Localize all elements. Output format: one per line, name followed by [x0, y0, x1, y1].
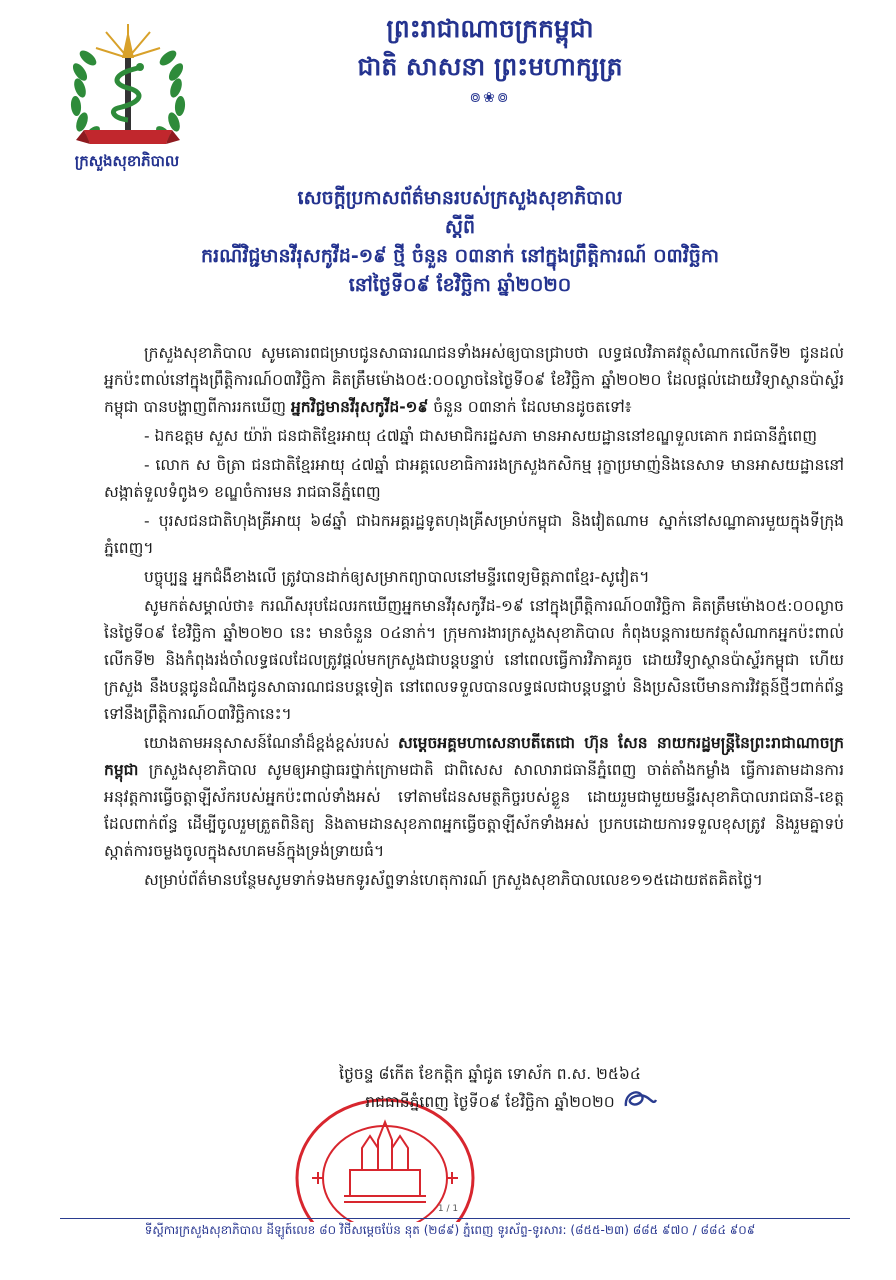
place-and-date: រាជធានីភ្នំពេញ ថ្ងៃទី០៩ ខែវិច្ឆិកា ឆ្នាំ២០២០: [365, 1093, 615, 1111]
paragraph-5: សម្រាប់ព័ត៌មានបន្ថែមសូមទាក់ទងមកទូរស័ព្ទទាន់ហេតុការណ៍ ក្រសួងសុខាភិបាលលេខ១១៥ដោយឥតគិតថ្លៃ។: [144, 871, 763, 889]
kingdom-heading: ព្រះរាជាណាចក្រកម្ពុជា: [386, 14, 594, 43]
announcement-title: [100, 184, 820, 300]
paragraph-2: បច្ចុប្បន្ន អ្នកជំងឺខាងលើ ត្រូវបានដាក់ឲ្យសម្រាកព្យាបាលនៅមន្ទីរពេទ្យមិត្តភាពខ្មែរ-សូវៀត។: [144, 568, 650, 586]
lunar-date: ថ្ងៃចន្ទ ៨កើត ខែកត្តិក ឆ្នាំជូត ទោស័ក ព.ស. ២៥៦៤: [339, 1065, 641, 1083]
title-line-3: ករណីវិជ្ជមានវីរុសកូវីដ-១៩ ថ្មី ចំនួន ០៣នាក់ នៅក្នុងព្រឹត្តិការណ៍ ០៣វិច្ឆិកា: [201, 245, 719, 267]
list-item: - ឯកឧត្តម សួស យ៉ារ៉ា ជនជាតិខ្មែរអាយុ ៤៧ឆ្នាំ ជាសមាជិករដ្ឋសភា មានអាសយដ្ឋាននៅខណ្ឌទួលគោក រាជធានីភ្នំពេញ: [144, 427, 818, 445]
title-line-2: ស្ដីពី: [444, 216, 476, 238]
footer-divider: [60, 1218, 850, 1219]
paragraph-1-text: ក្រសួងសុខាភិបាល សូមគោរពជម្រាបជូនសាធារណជនទាំងអស់ឲ្យបានជ្រាបថា លទ្ធផលវិភាគវត្ថុសំណាកលើកទី២ ជូនដល់អ្នកប៉ះពាល់នៅក្នុងព្រឹត្តិការណ៍០៣វិច្ឆិកា គិតត្រឹមម៉ោង០៥:០០ល្ងាចនៃថ្ងៃទី០៩ ខែវិច្ឆិកា ឆ្នាំ២០២០ ដែលផ្ដល់ដោយវិទ្យាស្ថានប៉ាស្ទ័រកម្ពុជា បានបង្ហាញពីការរកឃើញ: [104, 344, 844, 416]
paragraph-4-head: យោងតាមអនុសាសន៍ណែនាំដ៏ខ្ពង់ខ្ពស់របស់: [144, 734, 390, 752]
heading-ornament: ៙❀៙: [469, 90, 511, 106]
title-line-1: សេចក្ដីប្រកាសព័ត៌មានរបស់ក្រសួងសុខាភិបាល: [297, 187, 623, 209]
paragraph-1: [104, 340, 844, 421]
list-item: - បុរសជនជាតិហុងគ្រីអាយុ ៦៨ឆ្នាំ ជាឯកអគ្គរដ្ឋទូតហុងគ្រីសម្រាប់កម្ពុជា និងវៀតណាម ស្នាក់នៅសណ្ឋាគារមួយក្នុងទីក្រុងភ្នំពេញ។: [104, 512, 844, 557]
page-number: 1 / 1: [437, 1204, 459, 1214]
handwritten-signature-icon: [620, 1084, 660, 1114]
announcement-body: [104, 340, 844, 896]
footer-address: ទីស្ដីការក្រសួងសុខាភិបាល ដីឡូត៍លេខ ៨០ វិថីសម្ដេចប៉ែន នុត (២៨៩) ភ្នំពេញ ទូរស័ព្ទ-ទូរសារ: (៨៥៥-២៣) ៨៨៥ ៩៧០ / ៨៨៤ ៩០៩: [144, 1223, 756, 1237]
prime-minister-name: សម្ដេចអគ្គមហាសេនាបតីតេជោ ហ៊ុន សែន នាយករដ្ឋមន្ត្រីនៃព្រះរាជាណាចក្រកម្ពុជា: [104, 734, 844, 779]
title-line-4: នៅថ្ងៃទី០៩ ខែវិច្ឆិកា ឆ្នាំ២០២០: [348, 274, 572, 296]
paragraph-4: [104, 730, 844, 865]
paragraph-3: សូមកត់សម្គាល់ថា៖ ករណីសរុបដែលរកឃើញអ្នកមានវីរុសកូវីដ-១៩ នៅក្នុងព្រឹត្តិការណ៍០៣វិច្ឆិកា គិតត្រឹមម៉ោង០៥:០០ល្ងាចនៃថ្ងៃទី០៩ ខែវិច្ឆិកា ឆ្នាំ២០២០ នេះ មានចំនួន ០៤នាក់។ ក្រុមការងារក្រសួងសុខាភិបាល កំពុងបន្តការយកវត្ថុសំណាកអ្នកប៉ះពាល់លើកទី២ និងកំពុងរង់ចាំលទ្ធផលដែលត្រូវផ្ដល់មកក្រសួងជាបន្តបន្ទាប់ នៅពេលធ្វើការវិភាគរួច ដោយវិទ្យាស្ថានប៉ាស្ទ័រកម្ពុជា ហើយក្រសួង នឹងបន្តជូនដំណឹងជូនសាធារណជនបន្តទៀត នៅពេលទទួលបានលទ្ធផលជាបន្តបន្ទាប់ និងប្រសិនបើមានការវិវត្តន៍ថ្មីៗពាក់ព័ន្ធទៅនឹងព្រឹត្តិការណ៍០៣វិច្ឆិកានេះ។: [104, 597, 844, 723]
list-item: - លោក ស ចិត្រា ជនជាតិខ្មែរអាយុ ៤៧ឆ្នាំ ជាអគ្គលេខាធិការរងក្រសួងកសិកម្ម រុក្ខាប្រមាញ់និងនេសាទ មានអាសយដ្ឋាននៅសង្កាត់ទួលទំពូង១ ខណ្ឌចំការមន រាជធានីភ្នំពេញ: [104, 456, 844, 501]
ministry-name: ក្រសួងសុខាភិបាល: [74, 152, 180, 170]
paragraph-1-tail: ចំនួន ០៣នាក់ ដែលមានដូចតទៅ៖: [433, 398, 632, 416]
national-motto: ជាតិ សាសនា ព្រះមហាក្សត្រ: [357, 52, 623, 81]
ministry-of-health-emblem-icon: [62, 18, 194, 154]
paragraph-1-highlight: អ្នកវិជ្ជមានវីរុសកូវីដ-១៩: [290, 398, 429, 416]
paragraph-4-tail: ក្រសួងសុខាភិបាល សូមឲ្យអាជ្ញាធរថ្នាក់ក្រោមជាតិ ជាពិសេស សាលារាជធានីភ្នំពេញ ចាត់តាំងកម្លាំង ធ្វើការតាមដានការអនុវត្តការធ្វើចត្តាឡីស័ករបស់អ្នកប៉ះពាល់ទាំងអស់ ទៅតាមដែនសមត្ថកិច្ចរបស់ខ្លួន ដោយរួមជាមួយមន្ទីរសុខាភិបាលរាជធានី-ខេត្ត ដែលពាក់ព័ន្ធ ដើម្បីចូលរួមត្រួតពិនិត្យ និងតាមដានសុខភាពអ្នកធ្វើចត្តាឡីស័កទាំងអស់ ប្រកបដោយការទទួលខុសត្រូវ និងរួមគ្នាទប់ស្កាត់ការចម្លងចូលក្នុងសហគមន៍ក្នុងទ្រង់ទ្រាយធំ។: [104, 761, 844, 860]
